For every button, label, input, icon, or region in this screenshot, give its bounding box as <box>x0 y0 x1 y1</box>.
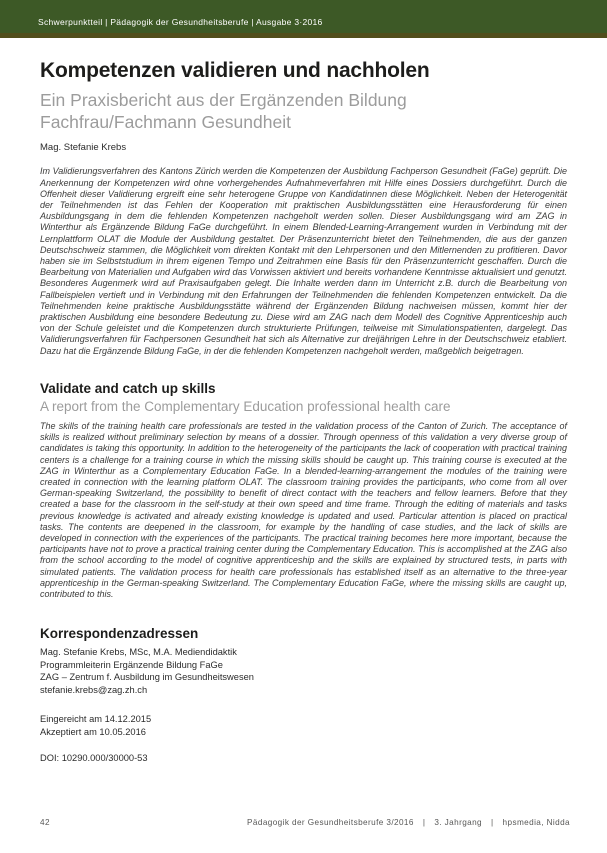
english-abstract-section <box>40 381 567 600</box>
issue-banner <box>0 0 607 33</box>
author-name: Mag. Stefanie Krebs <box>40 142 127 154</box>
footer-separator: | <box>491 818 494 827</box>
correspondence-institution: ZAG – Zentrum f. Ausbildung im Gesundheitswesen <box>40 672 254 683</box>
article-subtitle: Ein Praxisbericht aus der Ergänzenden Bildung Fachfrau/Fachmann Gesundheit <box>40 90 407 133</box>
abstract-german: Im Validierungsverfahren des Kantons Zürich werden die Kompetenzen der Ausbildung Fachperson Gesundheit (FaGe) geprüft. Die Anerkennung der Kompetenzen wird ohne vorhergehendes Aufnahmeverfahren mit Hilfe eines Dossiers durchgeführt. Durch die Offenheit dieser Validierung ergreift eine sehr heterogene Gruppe von Kandidatinnen diese Möglichkeit. Neben der Heterogenität der Teilnehmenden ist das Fehlen der Kooperation mit praktischen Ausbildungsstätten eine Herausforderung für einen Ausbildungsgang in dem die fehlenden Kompetenzen nachgeholt werden sollen. Dieser Ausbildungsgang wird am ZAG in Winterthur als Ergänzende Bildung FaGe durchgeführt. In einem Blended-Learning-Arrangement wurden in Verbindung mit der Lernplattform OLAT die Module der Ausbildung gestaltet. Der Präsenzunterricht bietet den Teilnehmenden, die aus der ganzen Deutschschweiz stammen, die Möglichkeit vom direkten Kontakt mit den Lehrpersonen und den Mitlernenden zu profitieren. Davor haben sie im Selbststudium in ihrem eigenen Tempo und Zeitrahmen eine Basis für den Präsenzunterricht geschaffen. Durch die Bearbeitung von Materialien und Aufgaben wird das Vorwissen aktiviert und bereits vorhandene Kenntnisse aktualisiert und genutzt. Besonderes Augenmerk wird auf Praxisaufgaben gelegt. Die Inhalte werden dann im Unterricht z.B. durch die Bearbeitung von Fallbeispielen vertieft und in Verbindung mit den Erfahrungen der Teilnehmenden die fehlenden Kompetenzen entwickelt. Da die Teilnehmenden keine praktische Ausbildungsstätte während der Ergänzenden Bildung nachweisen müssen, kommt hier der praktischen Ausbildung eine besondere Bedeutung zu. Diese wird am ZAG nach dem Modell des Cognitive Apprenticeship auch von der Schule geleistet und die Kompetenzen durch strukturierte Prüfungen, teilweise mit Simulationspatienten, dargelegt. Das Validierungsverfahren für Fachpersonen Gesundheit hat sich als Alternative zur dreijährigen Lehre in der Deutschschweiz etabliert. Dazu hat die Ergänzende Bildung FaGe, in der die fehlenden Kompetenzen nachgeholt werden, maßgeblich beigetragen. <box>40 166 567 356</box>
manuscript-dates <box>40 713 567 738</box>
page-footer <box>0 818 607 827</box>
correspondence-author: Mag. Stefanie Krebs, MSc, M.A. Mediendidaktik <box>40 647 237 658</box>
english-subtitle: A report from the Complementary Education professional health care <box>40 398 451 414</box>
footer-journal: Pädagogik der Gesundheitsberufe 3/2016 <box>247 818 414 827</box>
correspondence-section <box>40 626 567 763</box>
correspondence-address <box>40 646 567 696</box>
banner-accent-bar <box>0 33 607 38</box>
correspondence-email: stefanie.krebs@zag.zh.ch <box>40 684 148 695</box>
article-content <box>0 59 607 763</box>
submitted-date: Eingereicht am 14.12.2015 <box>40 714 152 725</box>
page-number: 42 <box>40 818 50 827</box>
footer-separator: | <box>422 818 426 827</box>
correspondence-heading: Korrespondenzadressen <box>40 626 199 642</box>
correspondence-role: Programmleiterin Ergänzende Bildung FaGe <box>40 659 223 670</box>
english-title: Validate and catch up skills <box>40 380 216 396</box>
footer-volume: 3. Jahrgang <box>434 818 483 827</box>
issue-banner-text: Schwerpunktteil | Pädagogik der Gesundheitsberufe | Ausgabe 3·2016 <box>38 17 323 27</box>
footer-journal-info <box>247 818 570 827</box>
abstract-english: The skills of the training health care professionals are tested in the validation process of the Canton of Zurich. The acceptance of skills is realized without preliminary selection by means of a dossier. Through openness of this validation a very diverse group of candidates is taking this opportunity. In addition to the heterogeneity of the participants the lack of cooperation with practical training centers is a challenge for a training course in which the missing skills should be caught up. This training course is executed at the ZAG in Winterthur as a Complementary Education FaGe. In a blended-learning-arrangement the modules of the training were created in connection with the learning platform OLAT. The classroom training provides the participants, who come from all over German-speaking Switzerland, the possibility to benefit of direct contact with the teachers and fellow learners. Before that they created a base for the classroom in the self-study at their own speed and time frame. Through the editing of materials and tasks previous knowledge is activated and already existing knowledge is updated and used. Particular attention is placed on practical tasks. The contents are deepened in the classroom, for example by the handling of case studies, and the lack of skills are developed in connection with the experiences of the participants. The practical training becomes here more important, because the participants have not to prove a practical training center during the Complementary Education. This is accomplished at the ZAG also from the school according to the model of cognitive apprenticeship and the skills are explained by structured tests, in parts with simulated patients. The validation process for health care professionals has established itself as an alternative to the three-year apprenticeship in the German-speaking Switzerland. The Complementary Education FaGe, where the missing skills are caught up, contributed to this. <box>40 420 567 599</box>
footer-publisher: hpsmedia, Nidda <box>502 818 570 827</box>
doi-text: DOI: 10290.000/30000-53 <box>40 753 148 764</box>
accepted-date: Akzeptiert am 10.05.2016 <box>40 726 146 737</box>
article-title: Kompetenzen validieren und nachholen <box>40 59 430 82</box>
